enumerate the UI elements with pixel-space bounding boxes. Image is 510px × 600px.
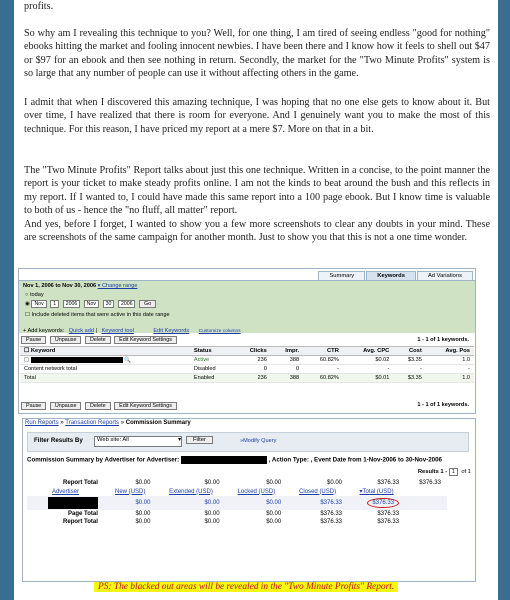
cell: $376.33 bbox=[419, 480, 441, 486]
date-range bbox=[23, 283, 137, 289]
network-status: Disabled bbox=[190, 365, 234, 374]
unpause-button[interactable]: Unpause bbox=[50, 336, 82, 344]
col-avg-cpc[interactable]: Avg. CPC bbox=[343, 347, 393, 356]
from-year-select[interactable]: 2006 bbox=[63, 300, 81, 308]
commission-screenshot bbox=[22, 418, 476, 582]
website-select-value: Web site: All bbox=[97, 437, 129, 443]
radio-today[interactable]: ○ today bbox=[25, 292, 44, 298]
col-keyword[interactable]: ☐ Keyword bbox=[20, 347, 190, 356]
keyword-toolbar-bottom bbox=[21, 402, 179, 410]
paragraph-0: profits. bbox=[24, 1, 54, 12]
quick-add-link[interactable]: Quick add bbox=[68, 328, 94, 334]
table-row bbox=[27, 510, 447, 518]
pos-cell: 1.0 bbox=[426, 356, 474, 365]
edit-keyword-settings-button[interactable]: Edit Keyword Settings bbox=[114, 336, 177, 344]
cell: $0.00 bbox=[327, 480, 343, 486]
col-keyword-label: Keyword bbox=[30, 348, 56, 354]
results-pager bbox=[418, 468, 471, 476]
cell[interactable]: $376.33 bbox=[287, 496, 348, 510]
radio-custom-range[interactable]: ◉ Nov 1 2006 Nov 30 2006 Go bbox=[25, 300, 158, 308]
col-new[interactable]: New (USD) bbox=[115, 488, 146, 495]
col-total[interactable]: ▾Total (USD) bbox=[359, 489, 394, 495]
network-clicks: 0 bbox=[234, 365, 271, 374]
tab-keywords[interactable]: Keywords bbox=[366, 271, 416, 280]
paragraph-1: So why am I revealing this technique to you? Well, for one thing, I am tired of seeing endless "good for nothing" ebooks hitting the market and fooling innocent newbies. I have been there and I know how it feels to shell out $47 or $97 for an ebook and then see nothing in return. Secondly, the market for the "Two Minute Profits" system is so large that any number of people can use it without affecting others in the game. bbox=[24, 28, 490, 79]
to-year-select[interactable]: 2006 bbox=[118, 300, 136, 308]
cell[interactable]: $0.00 bbox=[104, 496, 157, 510]
circled-total[interactable]: $376.33 bbox=[367, 498, 399, 508]
cost-cell: $3.35 bbox=[393, 356, 425, 365]
cell: $0.00 bbox=[266, 480, 282, 486]
filter-button[interactable]: Filter bbox=[186, 436, 213, 444]
total-ctr: 60.82% bbox=[303, 374, 343, 383]
summary-heading-a: Commission Summary by Advertiser for Advertiser: bbox=[27, 456, 180, 464]
status-cell[interactable]: Active bbox=[190, 356, 234, 365]
table-header-row bbox=[27, 487, 447, 496]
results-of: of 1 bbox=[461, 469, 471, 475]
total-label: Total bbox=[20, 374, 190, 383]
keywords-table bbox=[20, 346, 474, 383]
change-range-link[interactable]: ▾ Change range bbox=[97, 283, 138, 289]
breadcrumb-commission-summary: Commission Summary bbox=[125, 420, 191, 426]
breadcrumb-transaction-reports[interactable]: Transaction Reports bbox=[65, 420, 120, 426]
total-pos: 1.0 bbox=[426, 374, 474, 383]
modify-query-link[interactable]: »Modify Query bbox=[240, 438, 277, 444]
total-cell[interactable] bbox=[348, 496, 405, 510]
table-row bbox=[27, 518, 447, 526]
cell: $0.00 bbox=[266, 519, 282, 525]
ctr-cell: 60.82% bbox=[303, 356, 343, 365]
customize-columns-link[interactable]: Customize columns bbox=[198, 329, 241, 334]
cell-spacer bbox=[405, 510, 447, 518]
adwords-tabs bbox=[317, 271, 473, 280]
delete-button[interactable]: Delete bbox=[85, 336, 111, 344]
cell[interactable]: $0.00 bbox=[156, 496, 225, 510]
paragraph-3: The "Two Minute Profits" Report talks about just this one technique. Written in a concise, to the point manner the report is your ticket to make steady profits online. I am not the kinds to beat around the bush and this reflects in my report. If I wanted to, I could have made this same report into a 100 page ebook. But I know time is valuable to both of us - hence the "no fluff, all matter" report. bbox=[24, 165, 490, 216]
total-cost: $3.35 bbox=[393, 374, 425, 383]
total-clicks: 236 bbox=[234, 374, 271, 383]
edit-keyword-settings-button-bottom[interactable]: Edit Keyword Settings bbox=[114, 402, 177, 410]
website-select[interactable] bbox=[94, 436, 182, 447]
keyword-toolbar bbox=[21, 336, 179, 344]
cell: $0.00 bbox=[135, 511, 151, 517]
breadcrumb: Run Reports » Transaction Reports » Commission Summary bbox=[25, 420, 191, 426]
add-keywords-row: + Add keywords: Quick add | Keyword tool Edit Keywords Customize columns bbox=[23, 328, 241, 334]
summary-heading-b: , Action Type: , Event Date from 1-Nov-2006 to 30-Nov-2006 bbox=[268, 456, 442, 464]
table-row bbox=[20, 356, 474, 365]
date-range-text: Nov 1, 2006 to Nov 30, 2006 bbox=[23, 283, 97, 289]
cell: $0.00 bbox=[204, 480, 220, 486]
breadcrumb-run-reports[interactable]: Run Reports bbox=[25, 420, 59, 426]
cell: $0.00 bbox=[135, 480, 151, 486]
network-label: Content network total bbox=[20, 365, 190, 374]
include-deleted-checkbox[interactable]: ☐ Include deleted items that were active in this date range bbox=[25, 312, 170, 318]
keyword-cell[interactable]: ☐ 🔍 bbox=[20, 356, 190, 365]
cell: $0.00 bbox=[204, 519, 220, 525]
chevron-down-icon: ▾ bbox=[178, 437, 181, 443]
clicks-cell: 236 bbox=[234, 356, 271, 365]
page-total-label: Page Total bbox=[68, 511, 98, 517]
col-spacer bbox=[405, 487, 447, 496]
col-advertiser[interactable]: Advertiser bbox=[51, 488, 79, 495]
total-impr: 388 bbox=[271, 374, 303, 383]
table-row bbox=[27, 479, 447, 487]
cell-spacer bbox=[405, 518, 447, 526]
page-select[interactable]: 1 bbox=[449, 468, 458, 476]
table-row bbox=[20, 365, 474, 374]
go-button[interactable]: Go bbox=[139, 300, 156, 308]
include-deleted-label: Include deleted items that were active in this date range bbox=[31, 312, 170, 318]
network-impr: 0 bbox=[271, 365, 303, 374]
keyword-count-bottom: 1 - 1 of 1 keywords. bbox=[417, 402, 469, 408]
add-keywords-label: + Add keywords: bbox=[23, 328, 65, 334]
from-month-select[interactable]: Nov bbox=[31, 300, 46, 308]
network-cpc: - bbox=[343, 365, 393, 374]
cell: $376.33 bbox=[377, 480, 400, 486]
tab-summary[interactable]: Summary bbox=[318, 271, 365, 280]
table-row bbox=[27, 496, 447, 510]
cell: $376.33 bbox=[320, 511, 343, 517]
network-cost: - bbox=[393, 365, 425, 374]
report-total-label: Report Total bbox=[63, 480, 98, 486]
redacted-advertiser-box bbox=[48, 497, 98, 509]
cell: $376.33 bbox=[320, 519, 343, 525]
redacted-keyword bbox=[31, 357, 123, 363]
unpause-button-bottom[interactable]: Unpause bbox=[50, 402, 82, 410]
cell: $376.33 bbox=[377, 511, 400, 517]
total-cpc: $0.01 bbox=[343, 374, 393, 383]
radio-today-label: today bbox=[29, 292, 44, 298]
report-total-label-2: Report Total bbox=[63, 519, 98, 525]
col-status[interactable]: Status bbox=[190, 347, 234, 356]
col-avg-pos[interactable]: Avg. Pos bbox=[426, 347, 474, 356]
keyword-count: 1 - 1 of 1 keywords. bbox=[417, 337, 469, 343]
impr-cell: 388 bbox=[271, 356, 303, 365]
to-month-select[interactable]: Nov bbox=[84, 300, 99, 308]
pause-button[interactable]: Pause bbox=[21, 336, 46, 344]
to-day-select[interactable]: 30 bbox=[103, 300, 115, 308]
col-locked[interactable]: Locked (USD) bbox=[237, 488, 276, 495]
tab-ad-variations[interactable]: Ad Variations bbox=[417, 271, 473, 280]
pause-button-bottom[interactable]: Pause bbox=[21, 402, 46, 410]
redacted-advertiser bbox=[181, 456, 267, 464]
table-row bbox=[20, 374, 474, 383]
search-icon[interactable]: 🔍 bbox=[124, 357, 132, 364]
network-ctr: - bbox=[303, 365, 343, 374]
cpc-cell: $0.02 bbox=[343, 356, 393, 365]
adwords-screenshot bbox=[18, 268, 476, 414]
cell: $0.00 bbox=[266, 511, 282, 517]
filter-bar bbox=[27, 432, 469, 452]
total-status: Enabled bbox=[190, 374, 234, 383]
col-closed[interactable]: Closed (USD) bbox=[299, 488, 337, 495]
col-clicks[interactable]: Clicks bbox=[234, 347, 271, 356]
paragraph-2: I admit that when I discovered this amazing technique, I was hoping that no one else gets to know about it. But over time, I have realized that there is room for everyone. And I genuinely want you to make the most of this technique. For this reason, I have priced my report at a mere $7. More on that in a bit. bbox=[24, 97, 490, 135]
results-label: Results 1 - bbox=[417, 469, 448, 475]
col-extended[interactable]: Extended (USD) bbox=[169, 488, 213, 495]
from-day-select[interactable]: 1 bbox=[50, 300, 59, 308]
ps-note: PS: The blacked out areas will be revealed in the "Two Minute Profits" Report. bbox=[94, 582, 398, 592]
summary-heading bbox=[27, 456, 442, 464]
cell[interactable]: $0.00 bbox=[226, 496, 288, 510]
col-cost[interactable]: Cost bbox=[393, 347, 425, 356]
network-pos: - bbox=[426, 365, 474, 374]
filter-label: Filter Results By bbox=[34, 437, 83, 444]
keyword-tool-link[interactable]: Keyword tool bbox=[101, 328, 134, 334]
col-impr[interactable]: Impr. bbox=[271, 347, 303, 356]
paragraph-4: And yes, before I forget, I wanted to show you a few more screenshots to clear any doubts in your mind. These are screenshots of the same campaign for another month. Just to show you that this is not a one time wonder. bbox=[24, 219, 490, 244]
redacted-advertiser-cell bbox=[27, 496, 104, 510]
commission-table bbox=[27, 479, 447, 526]
edit-keywords-link[interactable]: Edit Keywords bbox=[153, 328, 190, 334]
delete-button-bottom[interactable]: Delete bbox=[85, 402, 111, 410]
cell: $0.00 bbox=[135, 519, 151, 525]
table-header-row bbox=[20, 347, 474, 356]
col-ctr[interactable]: CTR bbox=[303, 347, 343, 356]
cell: $0.00 bbox=[204, 511, 220, 517]
cell: $376.33 bbox=[377, 519, 400, 525]
cell-spacer bbox=[405, 496, 447, 510]
